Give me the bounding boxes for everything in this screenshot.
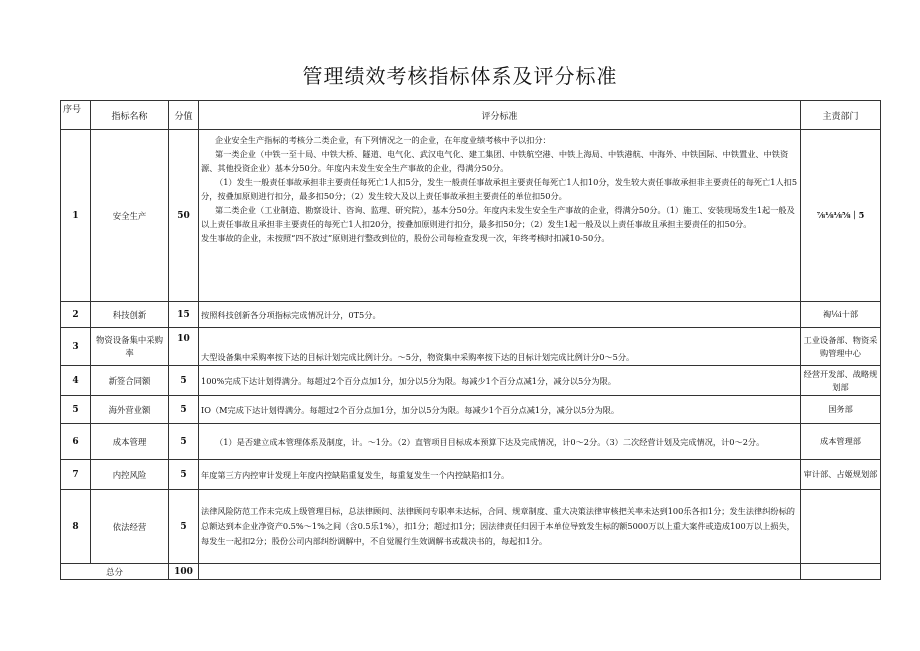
table-row [61, 424, 881, 460]
row-score: 5 [169, 366, 199, 396]
criteria-line: （1）发生一般责任事故承担非主要责任每死亡1人扣5分，发生一般责任事故承担主要责任每死亡1人扣10分，发生较大责任事故承担非主要责任的每死亡1人扣5分，按叠加原则进行扣分，最多扣50分；（2）发生较大及以上责任事故承担主要责任的单位扣50分。 [201, 177, 798, 201]
table-row [61, 490, 881, 564]
row-criteria: 法律风险防范工作未完成上级管理目标，总法律顾问、法律顾问专职率未达标，合同、规章制度、重大决策法律审核把关率未达到100乐各扣1分；发生法律纠纷标的总额达到本企业净资产0.5%～1%之间（含0.5乐1%），扣1分；超过扣1分；因法律责任归因于本单位导致发生标的额5000万以上重大案件或造成100万以上损失，每发生一起扣2分；股份公司内部纠纷调解中，不自觉履行生效调解书或裁决书的，每起扣1分。 [199, 490, 801, 564]
row-criteria: IO（M完成下达计划得满分。每超过2个百分点加1分，加分以5分为限。每减少1个百分点减1分，减分以5分为限。 [199, 396, 801, 424]
row-name: 海外营业额 [91, 396, 169, 424]
row-criteria [199, 130, 801, 302]
row-score: 5 [169, 490, 199, 564]
row-name: 成本管理 [91, 424, 169, 460]
row-no: 3 [61, 328, 91, 366]
row-name: 物资设备集中采购率 [91, 328, 169, 366]
row-dept: 经营开发部、战略规划部 [801, 366, 881, 396]
total-row [61, 564, 881, 580]
row-score: 10 [169, 328, 199, 366]
table-row [61, 460, 881, 490]
row-dept: 成本管理部 [801, 424, 881, 460]
row-criteria: 大型设备集中采购率按下达的目标计划完成比例计分。～5分，物资集中采购率按下达的目标计划完成比例计分0～5分。 [199, 328, 801, 366]
total-criteria-empty [199, 564, 801, 580]
row-no: 4 [61, 366, 91, 396]
row-dept: 工业设备部、物资采购管理中心 [801, 328, 881, 366]
row-criteria: （1）是否建立成本管理体系及制度，计。～1分。（2）直管项目目标成本预算下达及完成情况，计0～2分。（3）二次经营计划及完成情况，计0～2分。 [199, 424, 801, 460]
row-name: 科技创新 [91, 302, 169, 328]
page-title: 管理绩效考核指标体系及评分标准 [302, 64, 618, 88]
header-no: 序号 [61, 101, 91, 130]
row-name: 新签合同额 [91, 366, 169, 396]
total-dept-empty [801, 564, 881, 580]
row-criteria: 年度第三方内控审计发现上年度内控缺陷重复发生，每重复发生一个内控缺陷扣1分。 [199, 460, 801, 490]
row-no: 5 [61, 396, 91, 424]
header-dept: 主责部门 [801, 101, 881, 130]
table-row [61, 328, 881, 366]
row-score: 50 [169, 130, 199, 302]
criteria-line: 企业安全生产指标的考核分二类企业，有下列情况之一的企业，在年度业绩考核中予以扣分： [215, 135, 551, 145]
row-no: 7 [61, 460, 91, 490]
row-dept: 祹⅛i十部 [801, 302, 881, 328]
row-no: 8 [61, 490, 91, 564]
table-row [61, 302, 881, 328]
total-score: 100 [169, 564, 199, 580]
row-name: 安全生产 [91, 130, 169, 302]
header-criteria: 评分标准 [199, 101, 801, 130]
row-score: 15 [169, 302, 199, 328]
row-no: 2 [61, 302, 91, 328]
header-indicator: 指标名称 [91, 101, 169, 130]
indicator-table [60, 100, 881, 580]
row-criteria: 100%完成下达计划得满分。每超过2个百分点加1分，加分以5分为限。每减少1个百分点减1分，减分以5分为限。 [199, 366, 801, 396]
row-dept: ⅞⅛⅛⅝｜5 [801, 130, 881, 302]
table-row [61, 130, 881, 302]
row-criteria: 按照科技创新各分项指标完成情况计分，0T5分。 [199, 302, 801, 328]
row-score: 5 [169, 460, 199, 490]
row-score: 5 [169, 396, 199, 424]
criteria-line: 发生事故的企业，未按照“四不放过”原则进行整改到位的，股份公司每检查发现一次，年终考核时扣减10-50分。 [201, 233, 610, 243]
row-no: 6 [61, 424, 91, 460]
header-score: 分值 [169, 101, 199, 130]
criteria-line: 第二类企业（工业制造、勘察设计、咨询、监理、研究院），基本分50分。年度内未发生安全生产事故的企业，得满分50分。（1）施工、安装现场发生1起一般及以上责任事故且承担非主要责任的每死亡1人扣20分，按叠加原则进行扣分，最多扣50分；（2）发生1起一般及以上责任事故且承担主要责任的扣50分。 [201, 205, 795, 229]
row-dept: 审计部、占姬规划部 [801, 460, 881, 490]
row-no: 1 [61, 130, 91, 302]
row-score: 5 [169, 424, 199, 460]
table-row [61, 366, 881, 396]
table-row [61, 396, 881, 424]
total-label: 总分 [61, 564, 169, 580]
header-row [61, 101, 881, 130]
row-name: 依法经营 [91, 490, 169, 564]
row-name: 内控风险 [91, 460, 169, 490]
row-dept [801, 490, 881, 564]
row-dept: 国务部 [801, 396, 881, 424]
criteria-line: 第一类企业（中铁一至十局、中铁大桥、隧道、电气化、武汉电气化、建工集团、中铁航空港、中铁上海局、中铁港航、中海外、中铁国际、中铁置业、中铁资源、其他投资企业）基本分50分。年度内未发生安全生产事故的企业，得满分50分。 [201, 149, 789, 173]
